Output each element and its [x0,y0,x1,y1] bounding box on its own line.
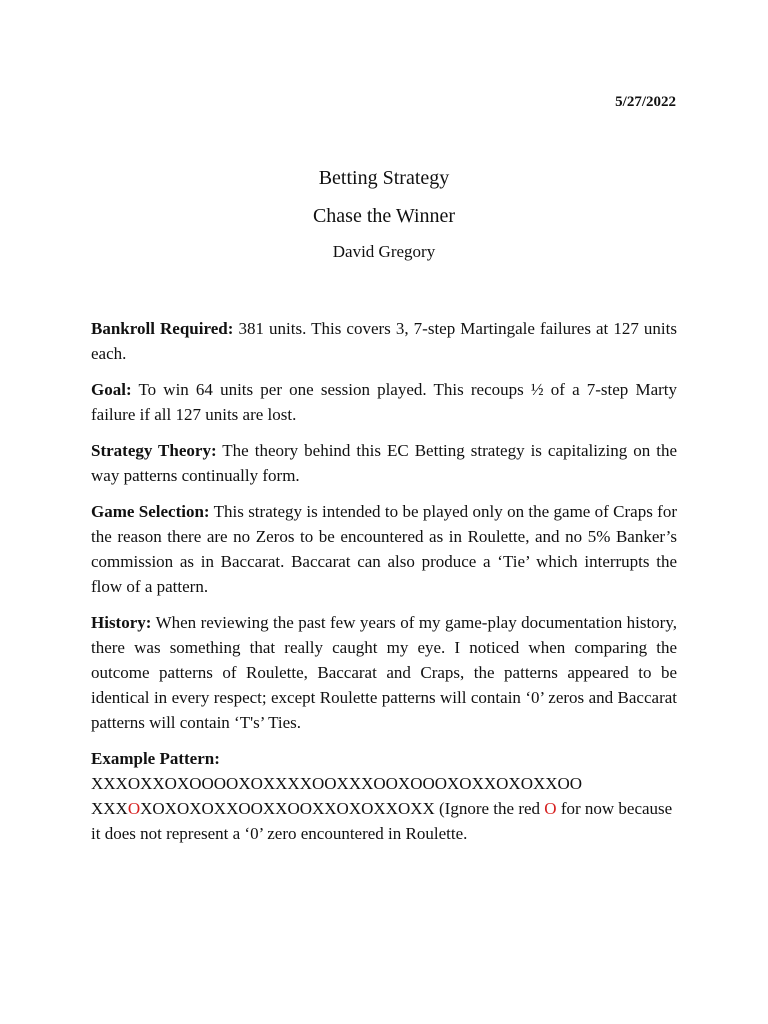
bankroll-text: 381 units. This covers 3, 7-step Martingale failures at 127 units each. [91,319,677,363]
example-pattern-line2-end: for now because it does not represent a ‘0’ zero encountered in Roulette. [91,799,673,843]
document-title: Betting Strategy [318,167,450,189]
example-pattern-line2-mid: XOXOXOXXOOXXOOXXOXOXXOXX (Ignore the red [140,799,545,818]
theory-text: The theory behind this EC Betting strategy is capitalizing on the way patterns continually form. [91,441,677,485]
title-block [0,166,768,262]
document-author: David Gregory [332,242,436,261]
bankroll-paragraph [91,316,677,366]
history-paragraph [91,610,677,735]
goal-text: To win 64 units per one session played. This recoups ½ of a 7-step Marty failure if all 127 units are lost. [91,380,677,424]
history-label: History: [91,613,152,632]
game-selection-paragraph [91,499,677,599]
example-pattern-line2-start: XXX [91,799,128,818]
document-date: 5/27/2022 [615,94,676,110]
red-o-marker: O [127,799,141,818]
game-selection-label: Game Selection: [91,502,210,521]
game-selection-text: This strategy is intended to be played only on the game of Craps for the reason there are no Zeros to be encountered as in Roulette, and no 5% Banker’s commission as in Baccarat. Baccarat can also produce a ‘Tie’ which interrupts the flow of a pattern. [91,502,678,596]
document-body [91,316,677,857]
goal-label: Goal: [91,380,132,399]
example-pattern-label: Example Pattern: [91,749,220,768]
document-subtitle: Chase the Winner [312,205,456,227]
theory-label: Strategy Theory: [91,441,217,460]
history-text: When reviewing the past few years of my game-play documentation history, there was something that really caught my eye. I noticed when comparing the outcome patterns of Roulette, Baccarat and Craps, the patterns appeared to be identical in every respect; except Roulette patterns will contain ‘0’ zeros and Baccarat patterns will contain ‘T's’ Ties. [91,613,677,732]
example-pattern-paragraph [91,746,677,846]
red-o-marker-reference: O [544,799,557,818]
theory-paragraph [91,438,677,488]
goal-paragraph [91,377,677,427]
bankroll-label: Bankroll Required: [91,319,234,338]
example-pattern-line1: XXXOXXOXOOOOXOXXXXOOXXXOOXOOOXOXXOXOXXOO [91,774,583,793]
